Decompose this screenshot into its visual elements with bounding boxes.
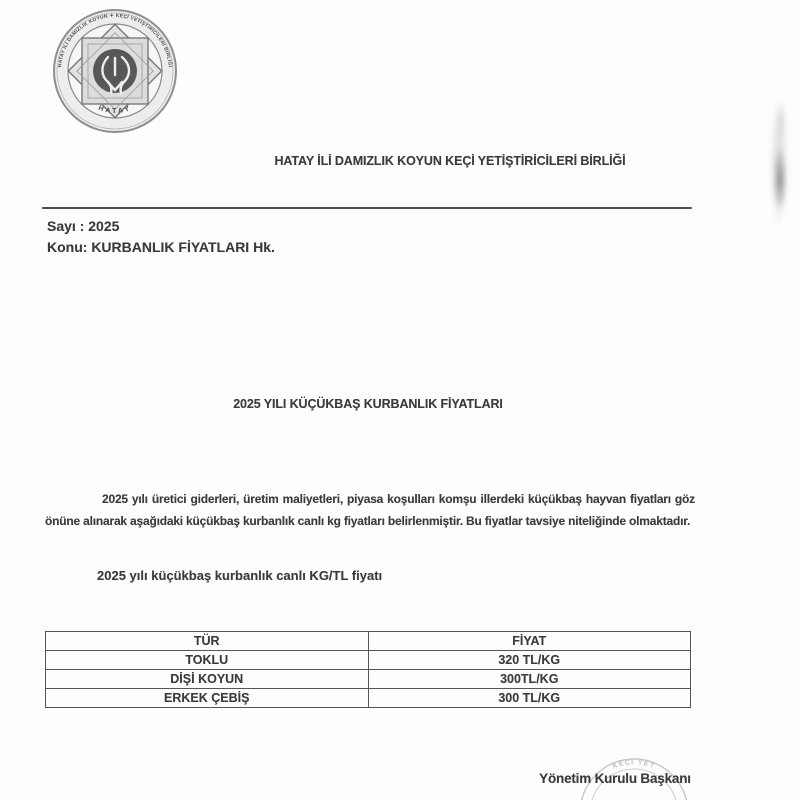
sayi-line: Sayı : 2025 (47, 218, 120, 234)
stamp-arc-text: KEÇİ YET (611, 758, 657, 771)
table-row (46, 689, 691, 708)
seal-ring-text: HATAY İLİ DAMIZLIK KOYUN ✦ KEÇİ YETİŞTİRİCİLERİ BİRLİĞİ (58, 13, 172, 68)
table-header-row (46, 632, 691, 651)
document-heading: 2025 YILI KÜÇÜKBAŞ KURBANLIK FİYATLARI (233, 397, 503, 411)
animal-type-cell: TOKLU (46, 651, 369, 670)
association-seal-logo (52, 8, 178, 134)
column-header-fiyat: FİYAT (368, 632, 691, 651)
table-row (46, 670, 691, 689)
body-paragraph: 2025 yılı üretici giderleri, üretim maliyetleri, piyasa koşulları komşu illerdeki küçükbaş hayvan fiyatları göz önüne alınarak aşağıdaki küçükbaş kurbanlık canlı kg fiyatları belirlenmiştir. Bu fiyatlar tavsiye niteliğinde olmaktadır. (45, 492, 695, 528)
table-row (46, 651, 691, 670)
price-cell: 320 TL/KG (368, 651, 691, 670)
price-cell: 300TL/KG (368, 670, 691, 689)
seal-bottom-text: HATAY (97, 104, 133, 116)
animal-type-cell: ERKEK ÇEBİŞ (46, 689, 369, 708)
konu-line: Konu: KURBANLIK FİYATLARI Hk. (47, 239, 275, 255)
svg-text:KEÇİ YET (612, 758, 656, 770)
animal-type-cell: DİŞİ KOYUN (46, 670, 369, 689)
header-divider-line (42, 207, 692, 209)
signature-title: Yönetim Kurulu Başkanı (539, 771, 691, 786)
column-header-tur: TÜR (46, 632, 369, 651)
letterhead-title: HATAY İLİ DAMIZLIK KOYUN KEÇİ YETİŞTİRİCİLERİ BİRLİĞİ (274, 154, 626, 168)
price-cell: 300 TL/KG (368, 689, 691, 708)
price-table (45, 631, 691, 708)
price-intro-line: 2025 yılı küçükbaş kurbanlık canlı KG/TL fiyatı (97, 568, 383, 583)
